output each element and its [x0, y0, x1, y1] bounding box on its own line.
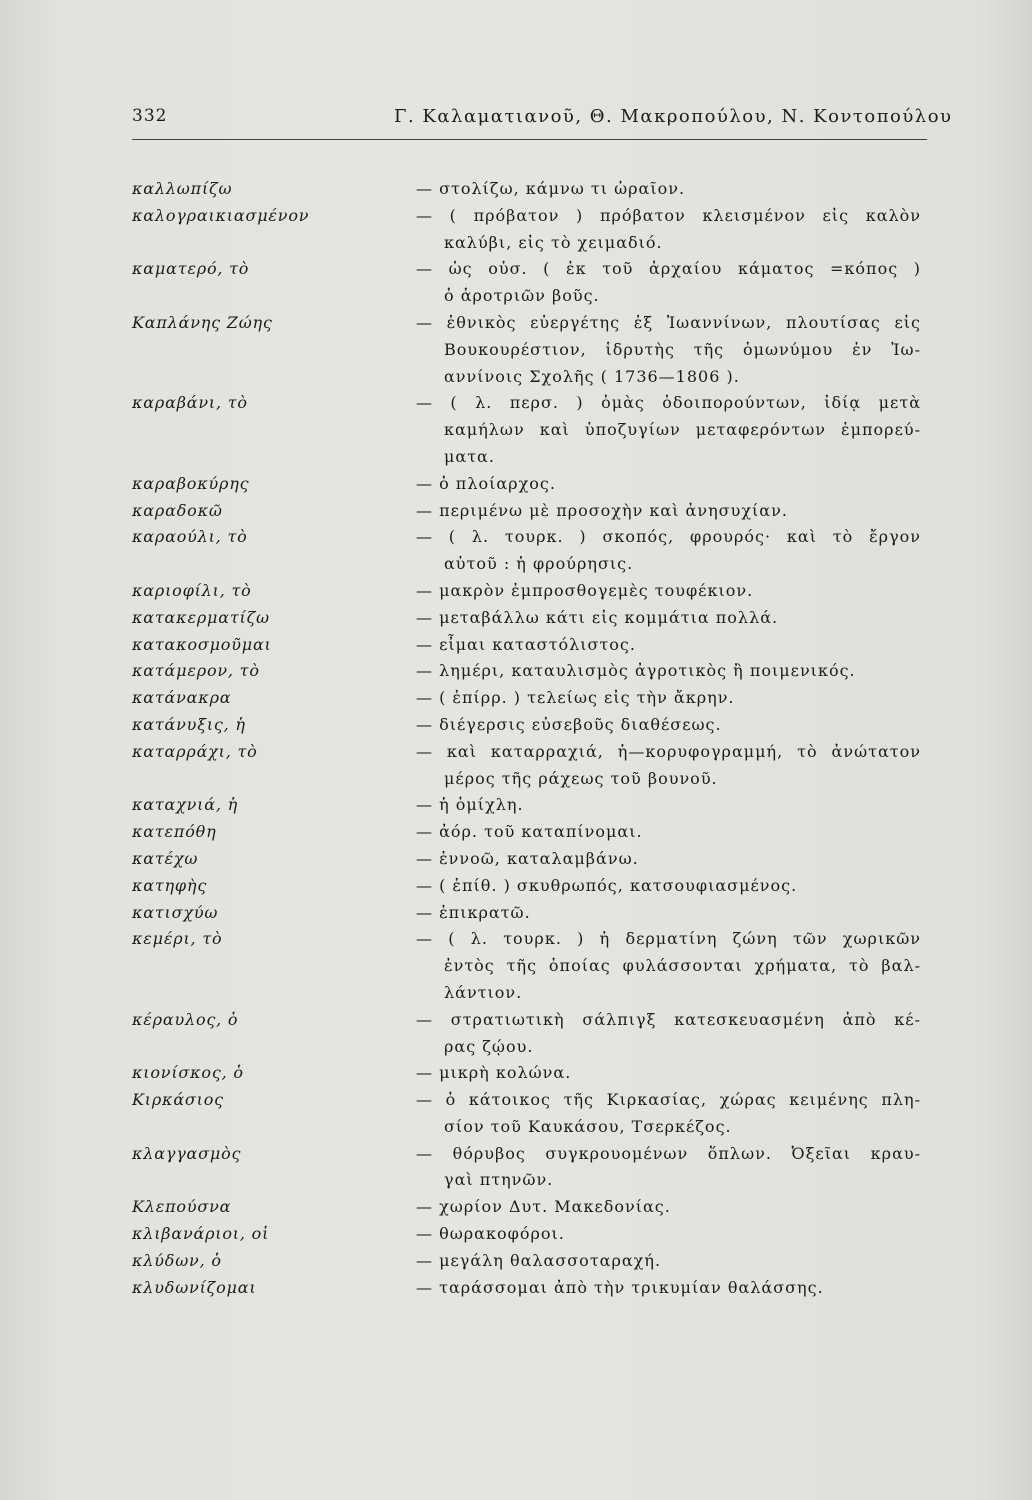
glossary-definition — [416, 685, 921, 712]
glossary-term: κλιβανάριοι, οἱ — [132, 1224, 270, 1244]
glossary-definition — [416, 1060, 921, 1087]
definition-line: αὐτοῦ : ἡ φρούρησις. — [444, 554, 634, 574]
glossary-term: κατέχω — [132, 848, 199, 868]
glossary-entry — [132, 498, 932, 525]
glossary-term: κατακοσμοῦμαι — [132, 634, 272, 654]
glossary-term: καλογραικιασμένον — [132, 205, 310, 225]
glossary-definition — [416, 712, 921, 739]
glossary-definition — [416, 739, 921, 793]
glossary-entry — [132, 524, 932, 578]
definition-line: — ἐννοῶ, καταλαμβάνω. — [416, 848, 639, 868]
glossary-definition — [416, 792, 921, 819]
glossary-entry — [132, 1248, 932, 1275]
glossary-term: κατάνακρα — [132, 688, 232, 708]
glossary-term: Κλεπούσνα — [132, 1197, 232, 1217]
glossary-term: κλυδωνίζομαι — [132, 1277, 257, 1297]
definition-line: — μακρὸν ἐμπροσθογεμὲς τουφέκιον. — [416, 580, 754, 600]
definition-line: — καὶ καταρραχιά, ἡ—κορυφογραμμή, τὸ ἀνώτατον — [416, 741, 921, 761]
glossary-entry — [132, 739, 932, 793]
definition-line: — ( λ. τουρκ. ) ἡ δερματίνη ζώνη τῶν χωρικῶν — [416, 929, 921, 949]
glossary-entry — [132, 712, 932, 739]
glossary-definition — [416, 873, 921, 900]
glossary-term: καματερό, τὸ — [132, 259, 250, 279]
definition-line: — λημέρι, καταυλισμὸς ἀγροτικὸς ἢ ποιμενικός. — [416, 661, 856, 681]
definition-line: — μεταβάλλω κάτι εἰς κομμάτια πολλά. — [416, 607, 779, 627]
glossary-definition — [416, 900, 921, 927]
definition-line: ματα. — [444, 446, 495, 466]
definition-line: — ἡ ὁμίχλη. — [416, 795, 524, 815]
definition-line: καλύβι, εἰς τὸ χειμαδιό. — [444, 232, 663, 252]
glossary-term: Κιρκάσιος — [132, 1090, 224, 1110]
glossary-entry — [132, 685, 932, 712]
definition-line: — ἀόρ. τοῦ καταπίνομαι. — [416, 822, 643, 842]
glossary-definition — [416, 658, 921, 685]
header-rule — [132, 139, 927, 140]
glossary-term: καλλωπίζω — [132, 179, 233, 198]
glossary-definition — [416, 578, 921, 605]
glossary-entry — [132, 1060, 932, 1087]
definition-line: — ὡς οὐσ. ( ἐκ τοῦ ἀρχαίου κάματος =κόπος ) — [416, 259, 921, 279]
glossary-entry — [132, 203, 932, 257]
definition-line: ὁ ἀροτριῶν βοῦς. — [444, 286, 600, 306]
glossary-entry — [132, 926, 932, 1006]
glossary-entry — [132, 873, 932, 900]
glossary-term: κέραυλος, ὁ — [132, 1009, 239, 1029]
glossary-definition — [416, 203, 921, 257]
definition-line: — περιμένω μὲ προσοχὴν καὶ ἀνησυχίαν. — [416, 500, 788, 520]
definition-line: ρας ζῴου. — [444, 1036, 534, 1056]
glossary-term: κατεπόθη — [132, 822, 217, 842]
glossary-entry — [132, 1275, 932, 1302]
definition-line: — θωρακοφόροι. — [416, 1224, 565, 1244]
definition-line: — ( ἐπίθ. ) σκυθρωπός, κατσουφιασμένος. — [416, 875, 798, 895]
definition-line: Βουκουρέστιον, ἱδρυτὴς τῆς ὁμωνύμου ἐν Ἰω- — [444, 339, 921, 359]
glossary-definition — [416, 1141, 921, 1195]
glossary-term: κλύδων, ὁ — [132, 1250, 222, 1270]
definition-line: — μικρὴ κολώνα. — [416, 1063, 572, 1083]
glossary-entry — [132, 792, 932, 819]
glossary-definition — [416, 1087, 921, 1141]
definition-line: — θόρυβος συγκρουομένων ὅπλων. Ὀξεῖαι κραυ- — [416, 1143, 921, 1163]
definition-line: — μεγάλη θαλασσοταραχή. — [416, 1250, 662, 1270]
definition-line: λάντιον. — [444, 982, 523, 1002]
definition-line: σίον τοῦ Καυκάσου, Τσερκέζος. — [444, 1116, 732, 1136]
glossary-term: κατισχύω — [132, 902, 219, 922]
glossary-term: καραβοκύρης — [132, 473, 250, 493]
glossary-term: κεμέρι, τὸ — [132, 929, 223, 949]
glossary-entry — [132, 900, 932, 927]
glossary-definition — [416, 524, 921, 578]
definition-line: — ὁ πλοίαρχος. — [416, 473, 556, 493]
glossary-definition — [416, 256, 921, 310]
definition-line: μέρος τῆς ράχεως τοῦ βουνοῦ. — [444, 768, 718, 788]
glossary-definition — [416, 846, 921, 873]
glossary-entry — [132, 1221, 932, 1248]
glossary-term: κατακερματίζω — [132, 607, 270, 627]
definition-line: — ἐπικρατῶ. — [416, 902, 531, 922]
glossary-term: καραβάνι, τὸ — [132, 393, 248, 413]
glossary-term: καραούλι, τὸ — [132, 527, 248, 547]
glossary-definition — [416, 471, 921, 498]
glossary-definition — [416, 1275, 921, 1302]
glossary-list — [132, 176, 932, 1301]
definition-line: — εἶμαι καταστόλιστος. — [416, 634, 636, 654]
definition-line: — ( λ. τουρκ. ) σκοπός, φρουρός· καὶ τὸ ἔργον — [416, 527, 921, 547]
glossary-entry — [132, 390, 932, 470]
glossary-entry — [132, 1087, 932, 1141]
glossary-term: καριοφίλι, τὸ — [132, 580, 252, 600]
glossary-entry — [132, 1141, 932, 1195]
glossary-definition — [416, 1248, 921, 1275]
glossary-definition — [416, 926, 921, 1006]
glossary-definition — [416, 1007, 921, 1061]
running-title: Γ. Καλαματιανοῦ, Θ. Μακροπούλου, Ν. Κοντοπούλου — [394, 106, 953, 127]
glossary-entry — [132, 310, 932, 390]
page-header — [132, 106, 953, 136]
glossary-term: κατάμερον, τὸ — [132, 661, 260, 681]
glossary-definition — [416, 176, 921, 203]
glossary-term: καταρράχι, τὸ — [132, 741, 258, 761]
definition-line: αννίνοις Σχολῆς ( 1736—1806 ). — [444, 366, 740, 386]
glossary-definition — [416, 819, 921, 846]
glossary-entry — [132, 605, 932, 632]
definition-line: — ( λ. περσ. ) ὁμὰς ὁδοιπορούντων, ἰδίᾳ μετὰ — [416, 393, 921, 413]
definition-line: — ταράσσομαι ἀπὸ τὴν τρικυμίαν θαλάσσης. — [416, 1277, 824, 1297]
glossary-entry — [132, 819, 932, 846]
glossary-entry — [132, 846, 932, 873]
glossary-definition — [416, 1221, 921, 1248]
glossary-term: κατηφὴς — [132, 875, 208, 895]
glossary-entry — [132, 1007, 932, 1061]
definition-line: — ( ἐπίρρ. ) τελείως εἰς τὴν ἄκρην. — [416, 688, 735, 708]
definition-line: — διέγερσις εὐσεβοῦς διαθέσεως. — [416, 714, 722, 734]
definition-line: γαὶ πτηνῶν. — [444, 1170, 554, 1190]
glossary-definition — [416, 390, 921, 470]
definition-line: — ὁ κάτοικος τῆς Κιρκασίας, χώρας κειμένης πλη- — [416, 1090, 921, 1110]
glossary-entry — [132, 578, 932, 605]
glossary-entry — [132, 256, 932, 310]
glossary-entry — [132, 176, 932, 203]
glossary-term: καραδοκῶ — [132, 500, 223, 520]
glossary-entry — [132, 1194, 932, 1221]
glossary-term: κατάνυξις, ἡ — [132, 714, 246, 734]
glossary-term: καταχνιά, ἡ — [132, 795, 239, 815]
glossary-entry — [132, 658, 932, 685]
glossary-definition — [416, 310, 921, 390]
definition-line: — χωρίον Δυτ. Μακεδονίας. — [416, 1197, 671, 1217]
definition-line: — ( πρόβατον ) πρόβατον κλεισμένον εἰς καλὸν — [416, 205, 921, 225]
glossary-definition — [416, 498, 921, 525]
glossary-definition — [416, 632, 921, 659]
glossary-entry — [132, 632, 932, 659]
definition-line: — στρατιωτικὴ σάλπιγξ κατεσκευασμένη ἀπὸ κέ- — [416, 1009, 921, 1029]
definition-line: ἐντὸς τῆς ὁποίας φυλάσσονται χρήματα, τὸ βαλ- — [444, 956, 921, 976]
glossary-term: Καπλάνης Ζώης — [132, 312, 273, 332]
glossary-definition — [416, 1194, 921, 1221]
definition-line: καμήλων καὶ ὑποζυγίων μεταφερόντων ἐμπορεύ- — [444, 420, 921, 440]
glossary-term: κλαγγασμὸς — [132, 1143, 242, 1163]
glossary-definition — [416, 605, 921, 632]
definition-line: — ἐθνικὸς εὐεργέτης ἐξ Ἰωαννίνων, πλουτίσας εἰς — [416, 312, 921, 332]
page-number: 332 — [132, 106, 168, 126]
definition-line: — στολίζω, κάμνω τι ὡραῖον. — [416, 179, 686, 198]
glossary-entry — [132, 471, 932, 498]
glossary-term: κιονίσκος, ὁ — [132, 1063, 244, 1083]
